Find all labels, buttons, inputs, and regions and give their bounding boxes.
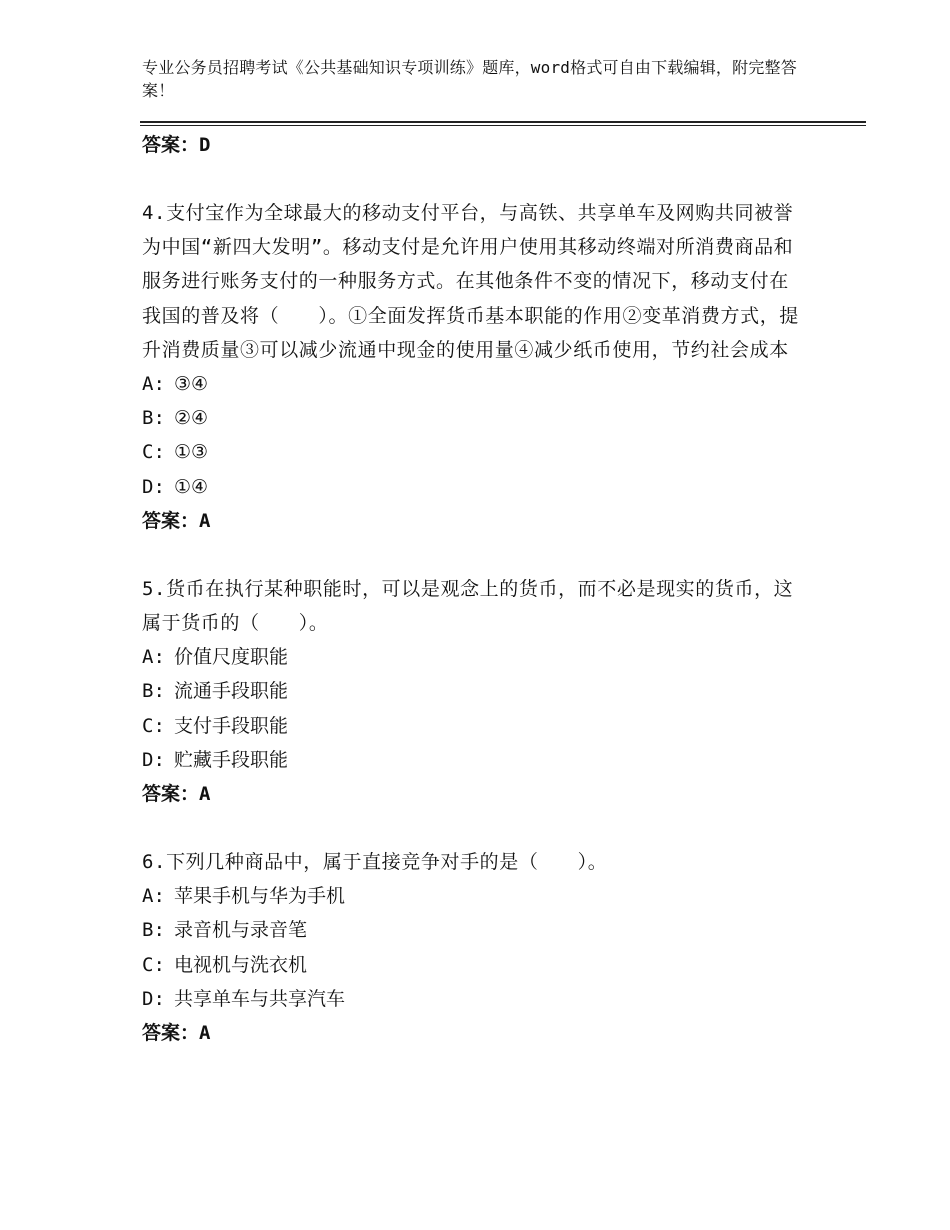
option-text: 电视机与洗衣机 [174, 953, 308, 976]
question-5 [142, 572, 802, 811]
option-key: C: [142, 441, 165, 464]
option-c [142, 709, 802, 743]
question-4 [142, 196, 802, 538]
option-key: D: [142, 475, 165, 498]
option-text: 录音机与录音笔 [174, 919, 308, 942]
header-rule-thin [140, 125, 866, 126]
option-b [142, 913, 802, 947]
option-text: ③④ [174, 373, 209, 396]
option-key: D: [142, 748, 165, 771]
option-text: 支付手段职能 [174, 714, 289, 737]
question-stem: 4.支付宝作为全球最大的移动支付平台，与高铁、共享单车及网购共同被誉为中国“新四大发明”。移动支付是允许用户使用其移动终端对所消费商品和服务进行账务支付的一种服务方式。在其他条件不变的情况下，移动支付在我国的普及将（ ）。①全面发挥货币基本职能的作用②变革消费方式，提升消费质量③可以减少流通中现金的使用量④减少纸币使用，节约社会成本 [142, 202, 799, 361]
option-key: C: [142, 714, 165, 737]
option-key: A: [142, 373, 165, 396]
option-b [142, 401, 802, 435]
question-stem: 6.下列几种商品中，属于直接竞争对手的是（ ）。 [142, 850, 608, 873]
option-key: C: [142, 953, 165, 976]
question-6 [142, 845, 802, 1050]
page-header: 专业公务员招聘考试《公共基础知识专项训练》题库，word格式可自由下载编辑，附完整答案！ [142, 58, 797, 100]
option-key: A: [142, 885, 165, 908]
option-text: ②④ [174, 407, 209, 430]
question-stem: 5.货币在执行某种职能时，可以是观念上的货币，而不必是现实的货币，这属于货币的（ ）。 [142, 577, 794, 634]
question-content [142, 128, 802, 1050]
option-d [142, 470, 802, 504]
option-a [142, 640, 802, 674]
option-key: B: [142, 919, 165, 942]
answer: 答案：A [142, 509, 211, 532]
option-text: 流通手段职能 [174, 680, 289, 703]
option-a [142, 879, 802, 913]
option-text: 贮藏手段职能 [174, 748, 289, 771]
option-text: 共享单车与共享汽车 [174, 987, 346, 1010]
option-key: B: [142, 407, 165, 430]
option-text: 价值尺度职能 [174, 646, 289, 669]
option-text: ①④ [174, 475, 209, 498]
answer: 答案：A [142, 1021, 211, 1044]
option-key: D: [142, 987, 165, 1010]
option-c [142, 435, 802, 469]
option-b [142, 674, 802, 708]
answer: 答案：A [142, 782, 211, 805]
option-c [142, 948, 802, 982]
option-key: A: [142, 646, 165, 669]
option-d [142, 982, 802, 1016]
option-key: B: [142, 680, 165, 703]
option-a [142, 367, 802, 401]
header-rule-thick [140, 121, 866, 123]
option-text: ①③ [174, 441, 209, 464]
previous-answer: 答案：D [142, 134, 211, 156]
option-text: 苹果手机与华为手机 [174, 885, 346, 908]
option-d [142, 743, 802, 777]
